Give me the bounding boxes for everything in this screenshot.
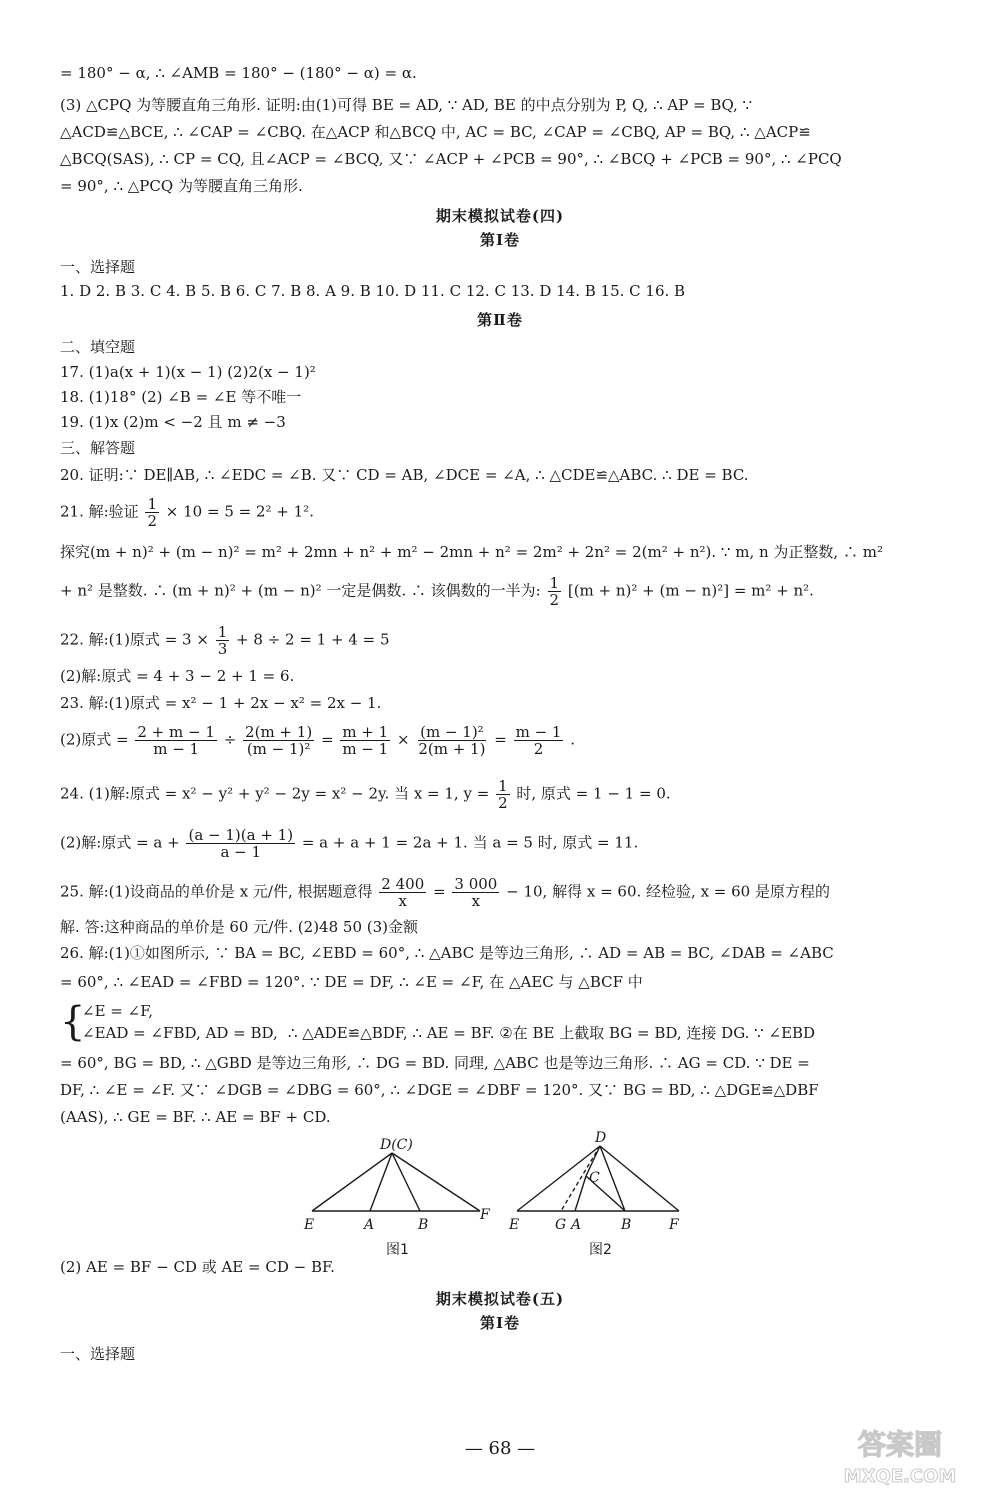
watermark-url: MXQE.COM [843, 1466, 957, 1487]
answer-26-line2: = 60°, ∴ ∠EAD = ∠FBD = 120°. ∵ DE = DF, ∴ ∠E = ∠F, 在 △AEC 与 △BCF 中 [60, 973, 643, 991]
fraction: $\frac{1}{2}$ [498, 777, 508, 812]
answer-26-line1: 26. 解:(1)①如图所示, ∵ BA = BC, ∠EBD = 60°, ∴ △ABC 是等边三角形, ∴ AD = AB = BC, ∠DAB = ∠ABC [60, 944, 834, 962]
text-line: △ACD≌△BCE, ∴ ∠CAP = ∠CBQ. 在△ACP 和△BCQ 中, AC = BC, ∠CAP = ∠CBQ, AP = BQ, ∴ △ACP≌ [60, 123, 811, 141]
answer-19: 19. (1)x (2)m < −2 且 m ≠ −3 [60, 413, 286, 431]
segment-DF [392, 1153, 480, 1211]
text-line: △BCQ(SAS), ∴ CP = CQ, 且∠ACP = ∠BCQ, 又∵ ∠ACP + ∠PCB = 90°, ∴ ∠BCQ + ∠PCB = 90°, ∴ ∠PCQ [60, 150, 842, 168]
volume-heading: 第Ⅱ卷 [477, 311, 523, 329]
answer-25-part2: 解. 答:这种商品的单价是 60 元/件. (2)48 50 (3)金额 [60, 918, 419, 936]
label-F: F [480, 1207, 490, 1223]
system-line: ∠E = ∠F, [82, 1002, 154, 1020]
section-heading: 一、选择题 [60, 258, 136, 276]
exam-title: 期末模拟试卷(五) [435, 1290, 565, 1308]
volume-heading: 第Ⅰ卷 [479, 1314, 521, 1332]
answer-21-explore: 探究(m + n)² + (m − n)² = m² + 2mn + n² + m² − 2mn + n² = 2m² + 2n² = 2(m² + n²). ∵ m, n 为正整数, ∴ m² [60, 543, 883, 561]
label-E: E [509, 1217, 520, 1233]
answer-22-part1: 22. 解:(1)原式 = 3 × $\frac{1}{3}$ + 8 ÷ 2 = 1 + 4 = 5 [60, 623, 390, 658]
answer-24-part1: 24. (1)解:原式 = x² − y² + y² − 2y = x² − 2y. 当 x = 1, y = $\frac{1}{2}$ 时, 原式 = 1 − 1 = 0. [60, 777, 671, 812]
fraction: $\frac{m - 1}{2}$ [515, 723, 562, 758]
label-A: A [364, 1217, 375, 1233]
answer-24-part2: (2)解:原式 = a + $\frac{(a - 1)(a + 1)}{a - 1}$ = a + a + 1 = 2a + 1. 当 a = 5 时, 原式 = 11. [60, 826, 639, 861]
answer-20: 20. 证明:∵ DE∥AB, ∴ ∠EDC = ∠B. 又∵ CD = AB, ∠DCE = ∠A, ∴ △CDE≌△ABC. ∴ DE = BC. [60, 466, 749, 484]
volume-heading: 第Ⅰ卷 [479, 231, 521, 249]
segment-DE [312, 1153, 392, 1211]
fraction: $\frac{1}{2}$ [147, 495, 158, 530]
label-G: G [555, 1217, 567, 1233]
watermark-title: 答案圈 [857, 1428, 943, 1461]
label-A: A [571, 1217, 582, 1233]
exam-title: 期末模拟试卷(四) [435, 207, 565, 225]
figure-2 [503, 1130, 693, 1270]
answer-21-conclusion: + n² 是整数. ∴ (m + n)² + (m − n)² 一定是偶数. ∴ 该偶数的一半为: $\frac{1}{2}$ [(m + n)² + (m − n)²] = m² + n². [60, 574, 814, 609]
label-F: F [669, 1217, 679, 1233]
answer-26-line4: = 60°, BG = BD, ∴ △GBD 是等边三角形, ∴ DG = BD. 同理, △ABC 也是等边三角形. ∴ AG = CD. ∵ DE = [60, 1054, 810, 1072]
section-heading: 三、解答题 [60, 439, 136, 457]
label-B: B [418, 1217, 429, 1233]
answer-23-part2: (2)原式 = $\frac{2 + m - 1}{m - 1}$ ÷ $\frac{2(m + 1)}{\text{(m − 1)²}}$ = $\frac{m + 1}{m - 1}$ × $\frac{\text{(m − 1)²}}{2(m + 1)}$ = $\frac{m - 1}{2}$ . [60, 723, 576, 758]
fraction: $\frac{3 000}{x}$ [454, 875, 498, 910]
left-brace-glyph: { [60, 999, 86, 1045]
answer-26-line5: DF, ∴ ∠E = ∠F. 又∵ ∠DGB = ∠DBG = 60°, ∴ ∠DGE = ∠DBF = 120°. 又∵ BG = BD, ∴ △DGE≌△DBF [60, 1081, 819, 1099]
answer-21-verify: 21. 解:验证 $\frac{1}{2}$ × 10 = 5 = 2² + 1². [60, 495, 314, 530]
answer-26-line6: (AAS), ∴ GE = BF. ∴ AE = BF + CD. [60, 1108, 331, 1126]
section-heading: 一、选择题 [60, 1345, 136, 1363]
label-D-C: D(C) [380, 1137, 413, 1153]
label-E: E [304, 1217, 315, 1233]
watermark-logo [820, 1420, 980, 1490]
text-line: = 180° − α, ∴ ∠AMB = 180° − (180° − α) = α. [60, 64, 417, 82]
system-line: ∠EAD = ∠FBD, AD = BD, [82, 1024, 278, 1042]
fraction: $\frac{2 + m - 1}{m - 1}$ [137, 723, 215, 758]
answer-23-part1: 23. 解:(1)原式 = x² − 1 + 2x − x² = 2x − 1. [60, 694, 382, 712]
label-D: D [595, 1130, 607, 1146]
label-B: B [621, 1217, 632, 1233]
segment-CA [575, 1176, 586, 1211]
fraction: $\frac{(a - 1)(a + 1)}{a - 1}$ [188, 826, 294, 861]
answer-25-part1: 25. 解:(1)设商品的单价是 x 元/件, 根据题意得 $\frac{2 400}{x}$ = $\frac{3 000}{x}$ − 10, 解得 x = 60. 经检验, x = 60 是原方程的 [60, 875, 830, 910]
label-C: C [589, 1170, 600, 1186]
section-heading: 二、填空题 [60, 338, 136, 356]
figure-caption: 图1 [386, 1242, 409, 1258]
fraction: $\frac{1}{2}$ [549, 574, 560, 609]
figure-caption: 图2 [589, 1242, 612, 1258]
text-line: = 90°, ∴ △PCQ 为等腰直角三角形. [60, 177, 303, 195]
page-number: — 68 — [464, 1438, 536, 1459]
figure-1 [300, 1135, 495, 1275]
fraction: $\frac{1}{3}$ [217, 623, 228, 658]
text-line: (3) △CPQ 为等腰直角三角形. 证明:由(1)可得 BE = AD, ∵ AD, BE 的中点分别为 P, Q, ∴ AP = BQ, ∵ [60, 96, 753, 114]
answer-22-part2: (2)解:原式 = 4 + 3 − 2 + 1 = 6. [60, 667, 295, 685]
answer-18: 18. (1)18° (2) ∠B = ∠E 等不唯一 [60, 388, 302, 406]
fraction: $\frac{\text{(m − 1)²}}{2(m + 1)}$ [418, 723, 486, 758]
answer-17: 17. (1)a(x + 1)(x − 1) (2)2(x − 1)² [60, 363, 316, 381]
fraction: $\frac{2 400}{x}$ [381, 875, 425, 910]
answer-26-part2: (2) AE = BF − CD 或 AE = CD − BF. [60, 1258, 335, 1276]
answer-26-line3: ∴ △ADE≌△BDF, ∴ AE = BF. ②在 BE 上截取 BG = BD, 连接 DG. ∵ ∠EBD [288, 1024, 816, 1042]
fraction: $\frac{2(m + 1)}{\text{(m − 1)²}}$ [245, 723, 313, 758]
fraction: $\frac{m + 1}{m - 1}$ [342, 723, 389, 758]
segment-DE [517, 1146, 600, 1211]
choice-answers: 1. D 2. B 3. C 4. B 5. B 6. C 7. B 8. A 9. B 10. D 11. C 12. C 13. D 14. B 15. C 16. B [60, 282, 686, 300]
